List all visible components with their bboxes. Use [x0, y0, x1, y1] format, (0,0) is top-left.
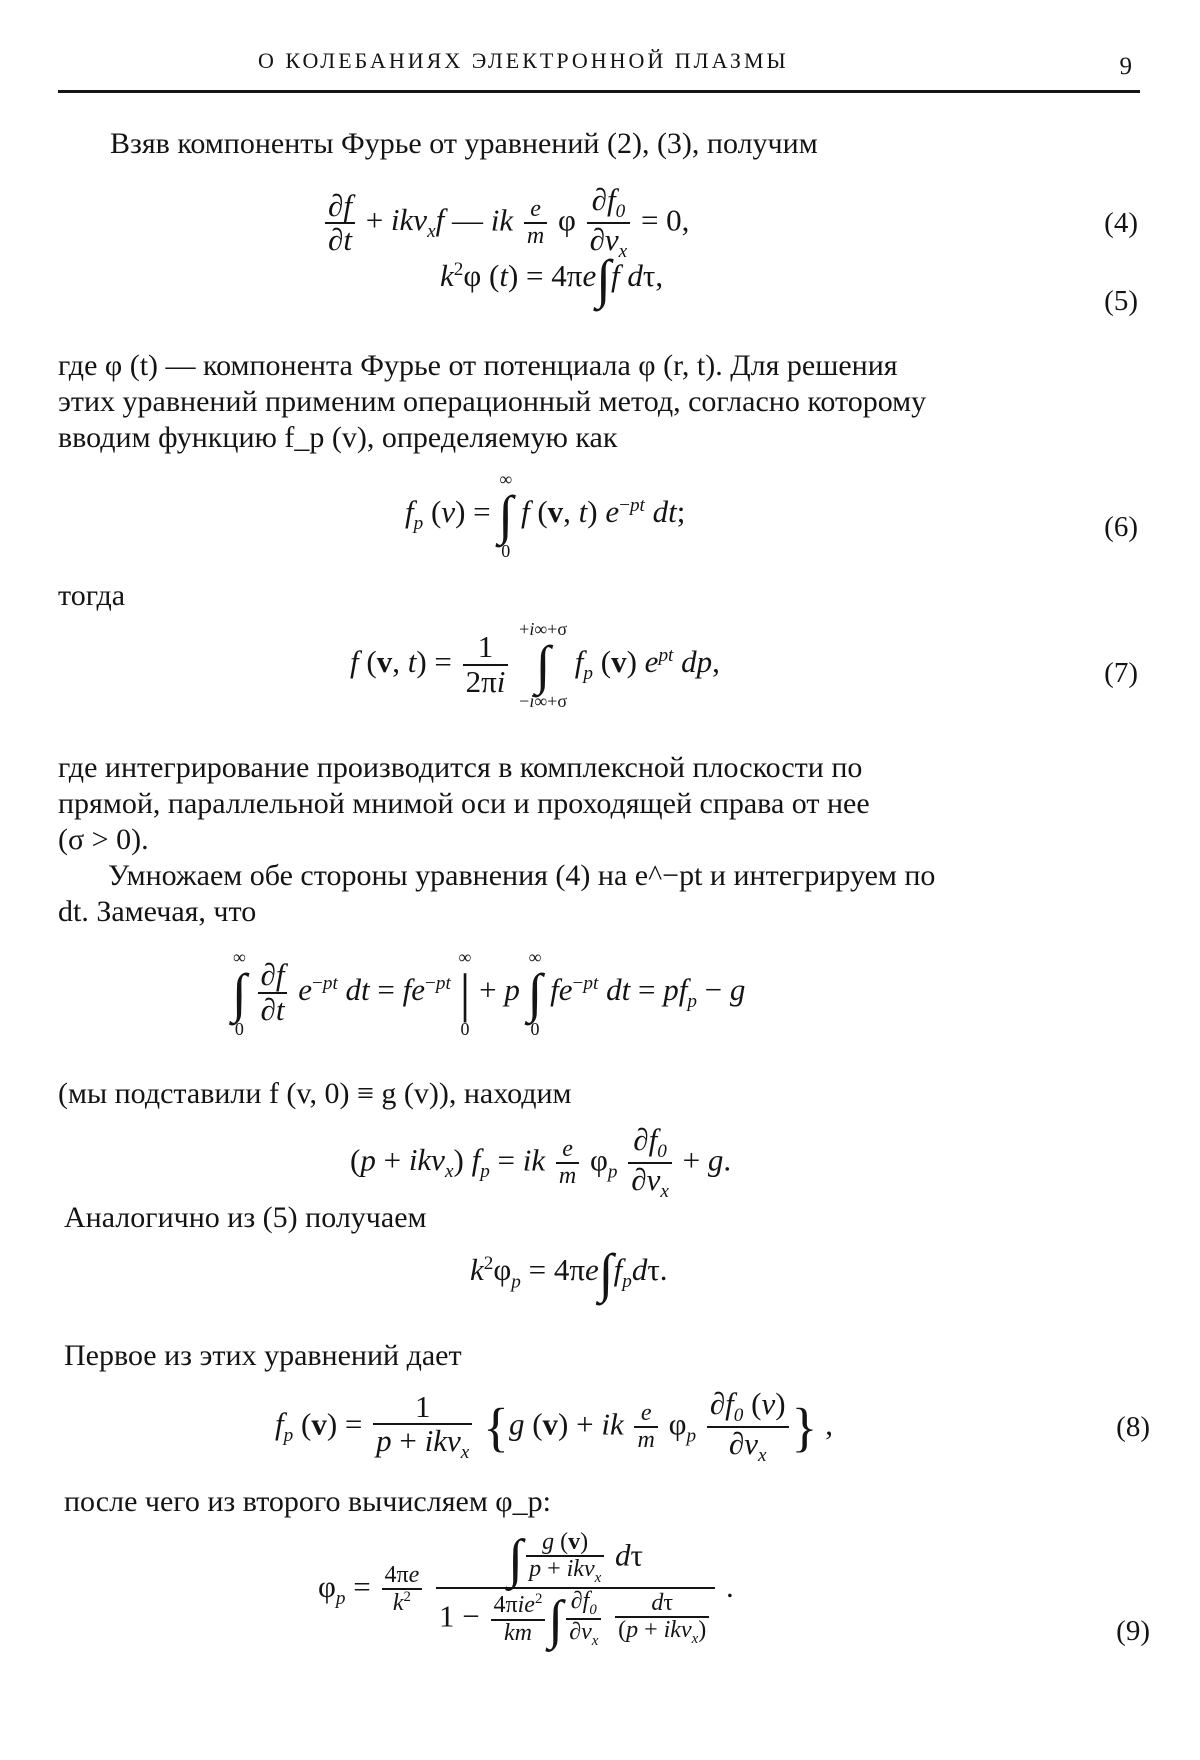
equation-transformed-kinetic: (p + ikv$_x$) $f_p$ = ik $\frac{e}{m}$ $\varphi_p$ $\frac{\partial f_0}{\partial v_x}$ + g.: [350, 1122, 732, 1203]
equation-6: $f_p$ (v) = ∞ ∫ 0 f (v, t) $e^{-pt}$ dt;: [405, 469, 686, 561]
equation-5: $k^2\varphi$ (t) = 4πe∫f dτ,: [440, 249, 664, 309]
equation-number-9: (9): [1116, 1615, 1150, 1647]
paragraph-substitution: (мы подставили f (v, 0) ≡ g (v)), находим: [58, 1077, 572, 1110]
paragraph-line: вводим функцию f_p (v), определяемую как: [58, 421, 618, 454]
equation-by-parts: ∞ ∫ 0 $\frac{\partial f}{\partial t}$ $e^{-pt}$ dt = $fe^{-pt}$ ∞ | 0 + p ∞ ∫ 0 $fe^{-pt}$ dt = $pf_p - g$: [232, 947, 746, 1039]
equation-number-7: (7): [1104, 657, 1138, 689]
equation-7: f (v, t) = $\frac{1}{2\pi i}$ +i∞+σ ∫ −i∞+σ $f_p$ (v) $e^{pt}$ dp,: [350, 619, 720, 711]
paragraph-operational-method: [58, 348, 1133, 456]
paragraph-line: (σ > 0).: [58, 823, 149, 856]
equation-number-5: (5): [1104, 285, 1138, 317]
paragraph-line: где φ (t) — компонента Фурье от потенциала φ (r, t). Для решения: [58, 349, 898, 382]
paragraph-then: тогда: [58, 579, 126, 612]
paragraph-line: прямой, параллельной мнимой оси и проходящей справа от нее: [58, 787, 870, 820]
paragraph-line: где интегрирование производится в комплексной плоскости по: [58, 751, 863, 784]
paragraph-line: Умножаем обе стороны уравнения (4) на e^−pt и интегрируем по: [108, 859, 936, 892]
paragraph-integration-contour: [58, 750, 1133, 858]
page-number: 9: [1119, 53, 1132, 80]
equation-number-4: (4): [1104, 207, 1138, 239]
paragraph-intro: Взяв компоненты Фурье от уравнений (2), (3), получим: [110, 127, 818, 160]
running-title: О КОЛЕБАНИЯХ ЭЛЕКТРОННОЙ ПЛАЗМЫ: [258, 48, 789, 73]
paragraph-line: dt. Замечая, что: [58, 895, 257, 928]
equation-number-6: (6): [1104, 511, 1138, 543]
equation-9: $\varphi_p$ = $\frac{4\pi e}{k^2}$ ∫ $\frac{g (v)}{p + ikv_x}$ dτ 1 − $\frac{4\pi ie^2}{km}$ ∫ $\frac{\partial f_0}{\partial v_x}$ $\frac{d\tau}{(p + ikv_x)}$ .: [318, 1528, 734, 1649]
equation-number-8: (8): [1116, 1411, 1150, 1443]
paragraph-line: этих уравнений применим операционный метод, согласно которому: [58, 385, 927, 418]
paragraph-first-gives: Первое из этих уравнений дает: [64, 1339, 462, 1372]
equation-transformed-poisson: $k^2\varphi_p = 4\pi e\int f_pd\tau$.: [470, 1243, 668, 1303]
running-header: [58, 48, 1140, 93]
paragraph-then-compute: после чего из второго вычисляем φ_p:: [64, 1485, 551, 1518]
equation-8: $f_p$ (v) = $\frac{1}{p + ikv_x}$ {g (v) + ik $\frac{e}{m}$ $\varphi_p$ $\frac{\partial f_0 (v)}{\partial v_x}$ } ,: [275, 1386, 833, 1467]
equation-4: $\frac{\partial f}{\partial t}$ + ikv$_x$f — ik $\frac{e}{m}$ φ $\frac{\partial f_0}{\partial v_x}$ = 0,: [322, 184, 689, 263]
paragraph-similarly: Аналогично из (5) получаем: [64, 1201, 427, 1234]
paragraph-multiply: [58, 858, 1133, 894]
